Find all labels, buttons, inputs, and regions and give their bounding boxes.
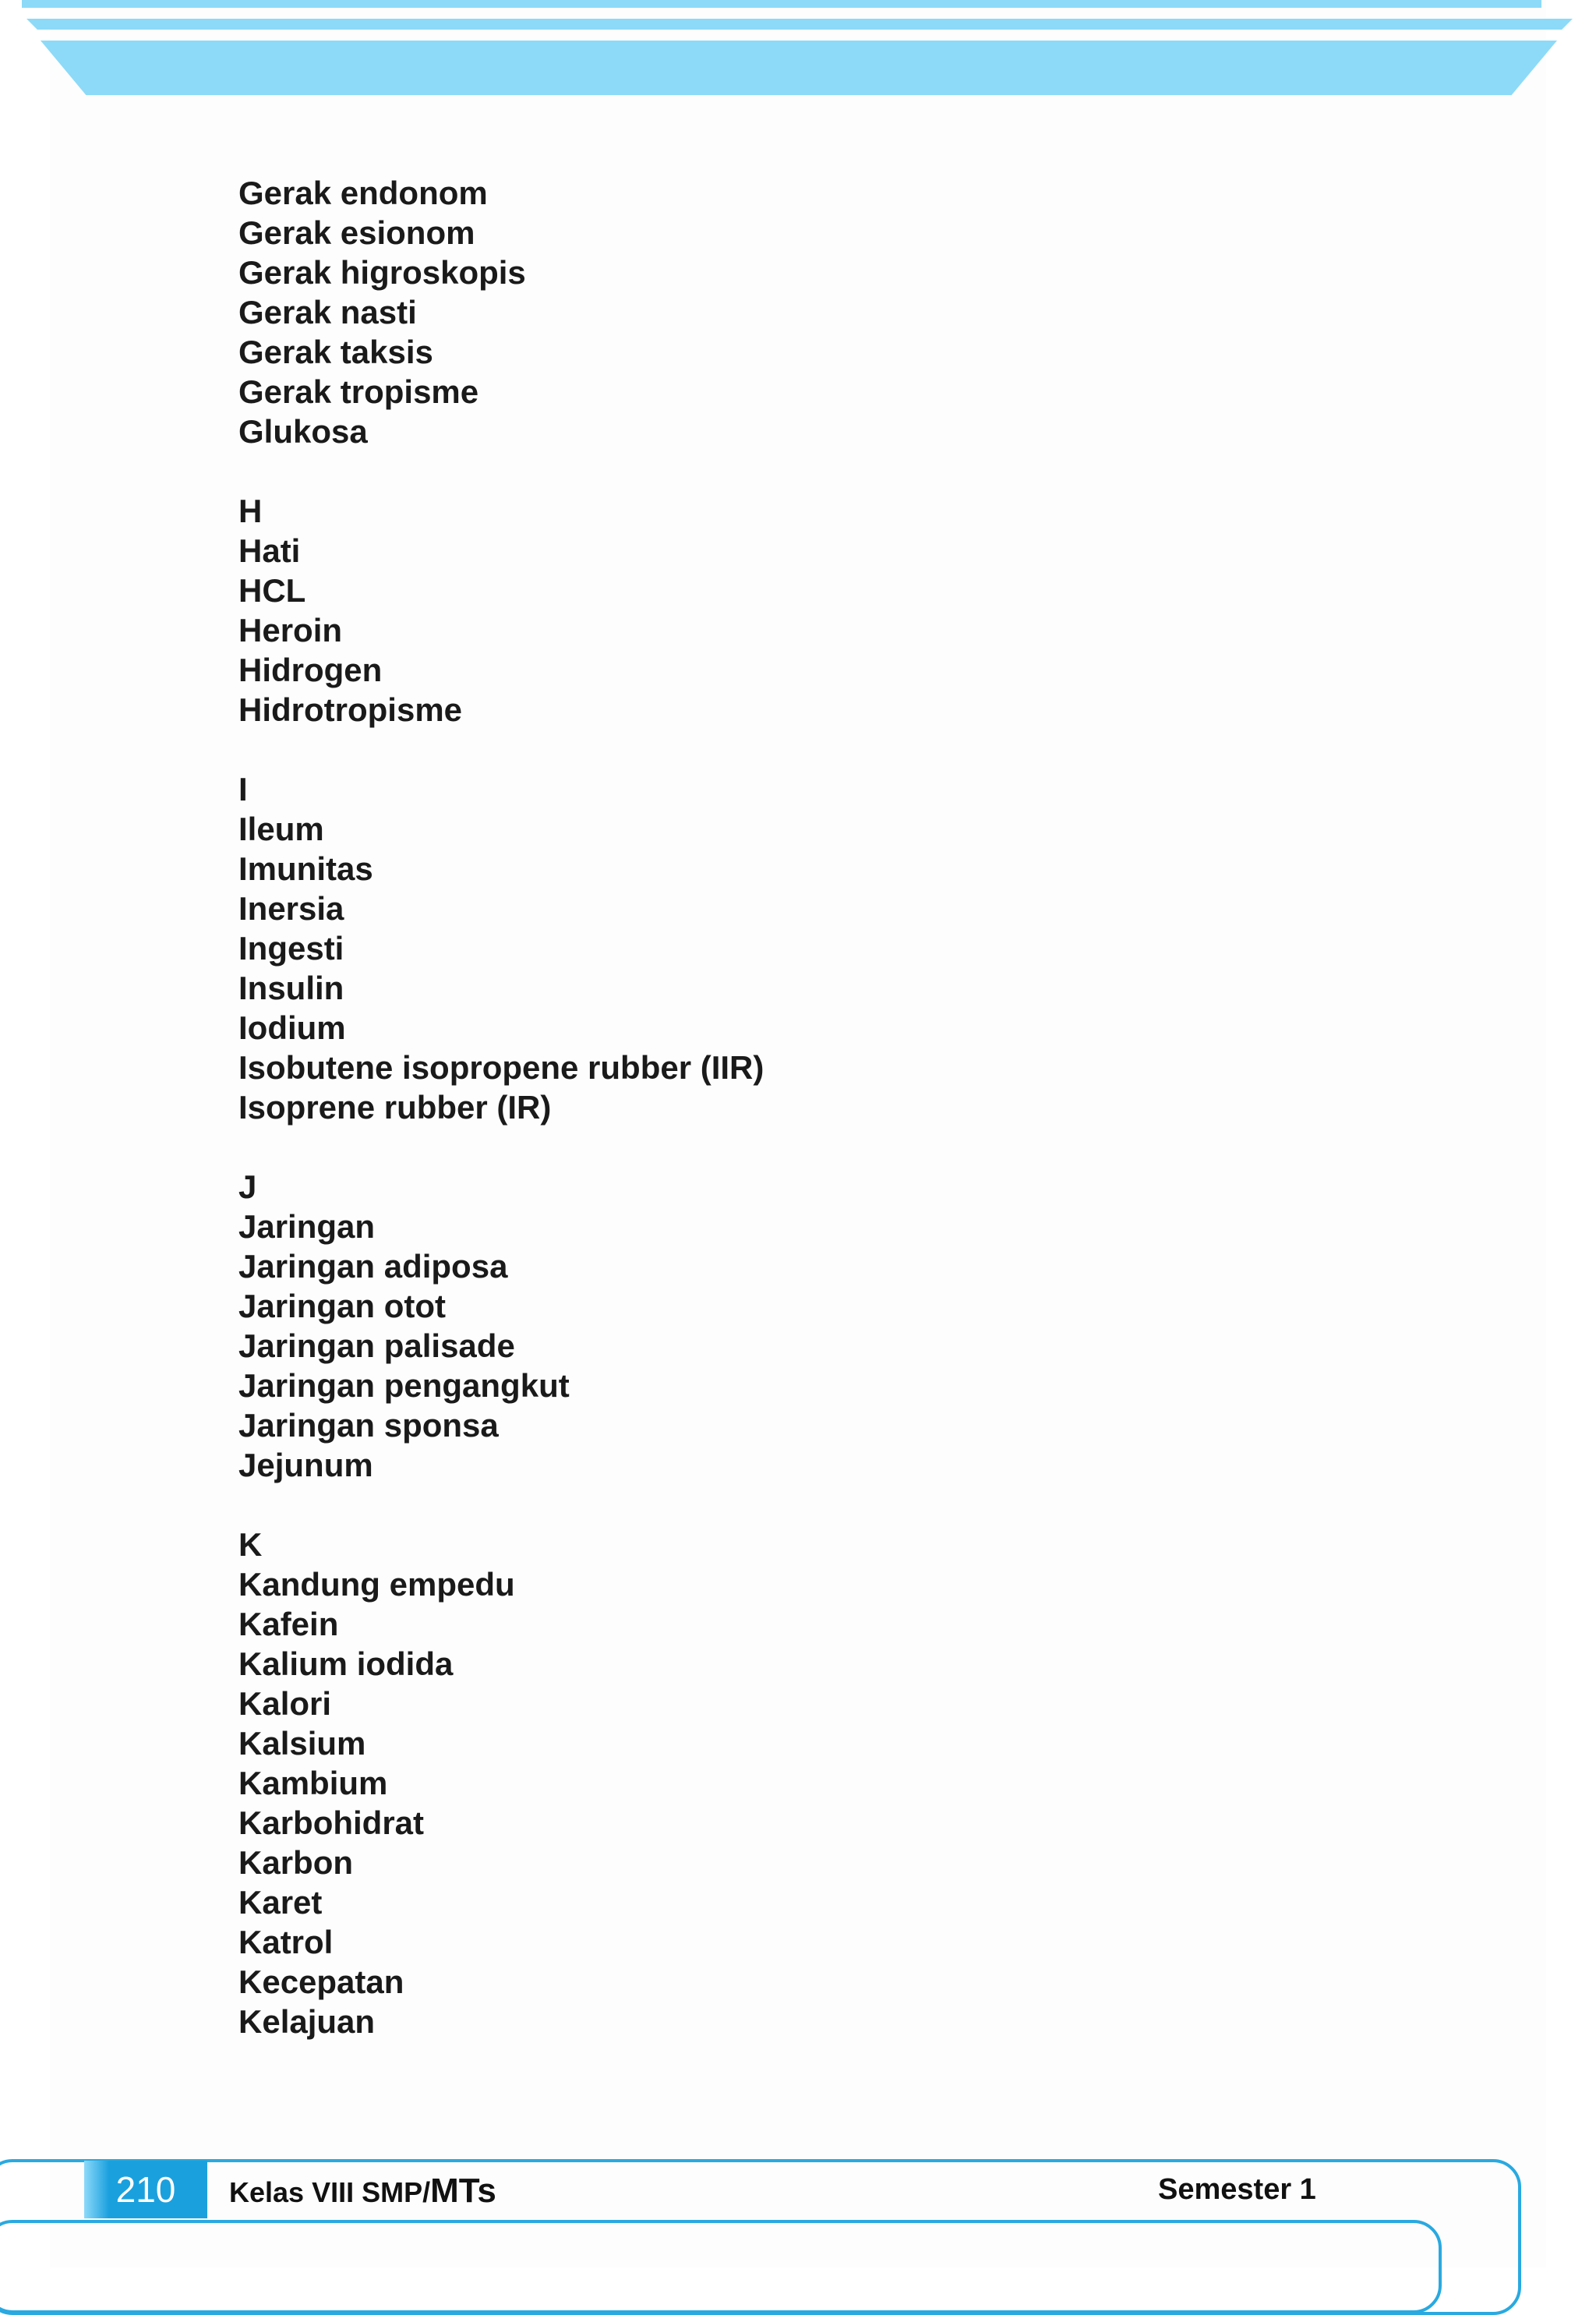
index-letter-heading: I xyxy=(238,771,248,808)
index-group xyxy=(238,1525,1329,2041)
index-entry: Gerak nasti xyxy=(238,294,417,330)
index-entry: Glukosa xyxy=(238,413,368,450)
page-number: 210 xyxy=(115,2169,176,2210)
index-entry: Ileum xyxy=(238,811,324,847)
index-entry: Kambium xyxy=(238,1765,388,1801)
index-entry: Kalori xyxy=(238,1685,332,1722)
index-entry: Karet xyxy=(238,1884,323,1921)
index-entry: HCL xyxy=(238,572,306,609)
semester-label: Semester 1 xyxy=(1158,2173,1316,2206)
index-entry: Karbohidrat xyxy=(238,1804,425,1841)
book-title-suffix: MTs xyxy=(430,2172,496,2210)
index-entry: Kafein xyxy=(238,1606,339,1642)
index-list xyxy=(238,173,1329,2081)
index-group xyxy=(238,173,1329,451)
index-group xyxy=(238,491,1329,730)
index-entry: Jaringan palisade xyxy=(238,1327,515,1364)
book-title-main: Kelas VIII SMP/ xyxy=(229,2176,431,2208)
index-entry: Jejunum xyxy=(238,1447,373,1483)
index-entry: Heroin xyxy=(238,612,343,649)
book-title xyxy=(229,2172,496,2211)
index-group xyxy=(238,1167,1329,1485)
index-entry: Jaringan pengangkut xyxy=(238,1367,570,1404)
index-entry: Gerak esionom xyxy=(238,214,475,251)
index-letter-heading: K xyxy=(238,1526,263,1563)
index-entry: Kandung empedu xyxy=(238,1566,515,1603)
index-entry: Kecepatan xyxy=(238,1963,404,2000)
index-entry: Jaringan otot xyxy=(238,1288,447,1324)
index-entry: Isoprene rubber (IR) xyxy=(238,1089,552,1126)
header-stripe-top xyxy=(22,0,1541,8)
index-entry: Insulin xyxy=(238,970,344,1006)
header-band xyxy=(41,41,1557,95)
index-entry: Kalium iodida xyxy=(238,1645,454,1682)
index-entry: Karbon xyxy=(238,1844,353,1881)
index-entry: Gerak higroskopis xyxy=(238,254,526,291)
index-entry: Jaringan sponsa xyxy=(238,1407,499,1444)
index-letter-heading: J xyxy=(238,1168,257,1205)
header-stripe-middle xyxy=(26,19,1573,30)
page-number-box xyxy=(84,2161,207,2218)
footer-frame-inner xyxy=(0,2220,1442,2313)
index-entry: Inersia xyxy=(238,890,344,927)
index-entry: Hidrogen xyxy=(238,652,383,688)
index-entry: Gerak taksis xyxy=(238,334,433,370)
index-entry: Gerak tropisme xyxy=(238,373,479,410)
index-entry: Gerak endonom xyxy=(238,175,488,211)
index-group xyxy=(238,769,1329,1127)
index-entry: Jaringan xyxy=(238,1208,376,1245)
index-entry: Kalsium xyxy=(238,1725,366,1762)
index-entry: Isobutene isopropene rubber (IIR) xyxy=(238,1049,764,1086)
index-entry: Hidrotropisme xyxy=(238,691,463,728)
index-entry: Jaringan adiposa xyxy=(238,1248,508,1285)
index-entry: Ingesti xyxy=(238,930,344,967)
index-entry: Katrol xyxy=(238,1924,334,1960)
index-entry: Iodium xyxy=(238,1009,346,1046)
index-entry: Hati xyxy=(238,532,301,569)
index-entry: Kelajuan xyxy=(238,2003,376,2040)
index-letter-heading: H xyxy=(238,493,263,529)
index-entry: Imunitas xyxy=(238,850,373,887)
